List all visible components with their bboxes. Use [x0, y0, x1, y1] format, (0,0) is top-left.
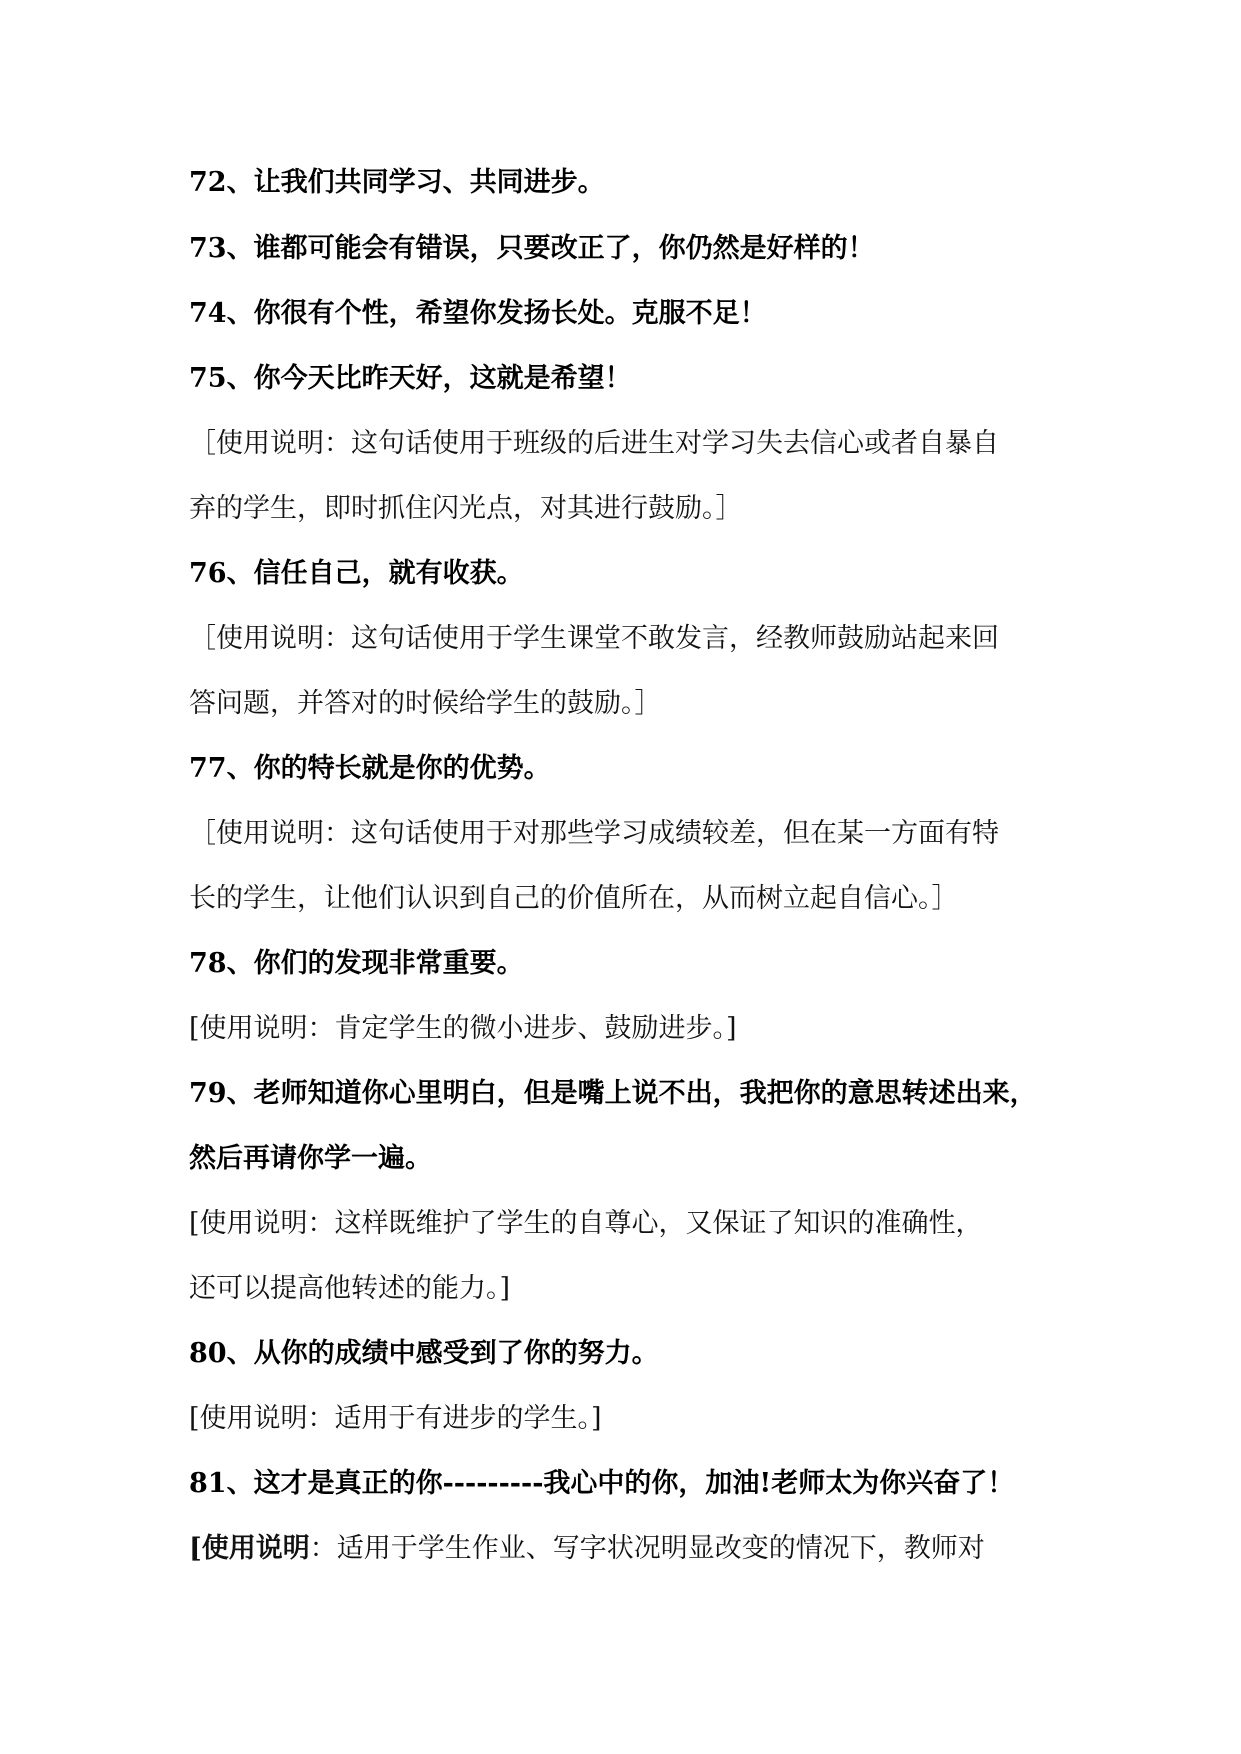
usage-note-79-line-1: [使用说明：这样既维护了学生的自尊心，又保证了知识的准确性，: [189, 1208, 983, 1239]
encouragement-79-line-2: 然后再请你学一遍。: [189, 1143, 432, 1174]
usage-note-75-line-2: 弃的学生，即时抓住闪光点，对其进行鼓励。］: [189, 493, 743, 524]
usage-note-79-line-2: 还可以提高他转述的能力。]: [189, 1273, 511, 1304]
usage-note-77-line-2: 长的学生，让他们认识到自己的价值所在，从而树立起自信心。］: [189, 883, 959, 914]
usage-note-77-line-1: ［使用说明：这句话使用于对那些学习成绩较差，但在某一方面有特: [189, 818, 999, 849]
encouragement-72: 72、让我们共同学习、共同进步。: [189, 167, 605, 198]
usage-note-81-line-1: [189, 1529, 1069, 1569]
usage-note-75-line-1: ［使用说明：这句话使用于班级的后进生对学习失去信心或者自暴自: [189, 428, 999, 459]
encouragement-75: 75、你今天比昨天好，这就是希望！: [189, 363, 632, 394]
usage-note-76-line-1: ［使用说明：这句话使用于学生课堂不敢发言，经教师鼓励站起来回: [189, 623, 999, 654]
usage-note-78: [使用说明：肯定学生的微小进步、鼓励进步。]: [189, 1013, 737, 1044]
encouragement-79-line-1: 79、老师知道你心里明白，但是嘴上说不出，我把你的意思转述出来，: [189, 1078, 1037, 1109]
encouragement-80: 80、从你的成绩中感受到了你的努力。: [189, 1338, 659, 1369]
encouragement-81: 81、这才是真正的你---------我心中的你，加油!老师太为你兴奋了！: [189, 1468, 1015, 1499]
usage-note-76-line-2: 答问题，并答对的时候给学生的鼓励。］: [189, 688, 662, 719]
encouragement-77: 77、你的特长就是你的优势。: [189, 753, 551, 784]
encouragement-76: 76、信任自己，就有收获。: [189, 558, 524, 589]
encouragement-78: 78、你们的发现非常重要。: [189, 948, 524, 979]
encouragement-73: 73、谁都可能会有错误，只要改正了，你仍然是好样的！: [189, 233, 875, 264]
encouragement-74: 74、你很有个性，希望你发扬长处。克服不足！: [189, 298, 767, 329]
usage-note-81-label: [使用说明: [189, 1533, 310, 1564]
usage-note-81-text: ：适用于学生作业、写字状况明显改变的情况下，教师对: [309, 1533, 985, 1564]
usage-note-80: [使用说明：适用于有进步的学生。]: [189, 1403, 602, 1434]
